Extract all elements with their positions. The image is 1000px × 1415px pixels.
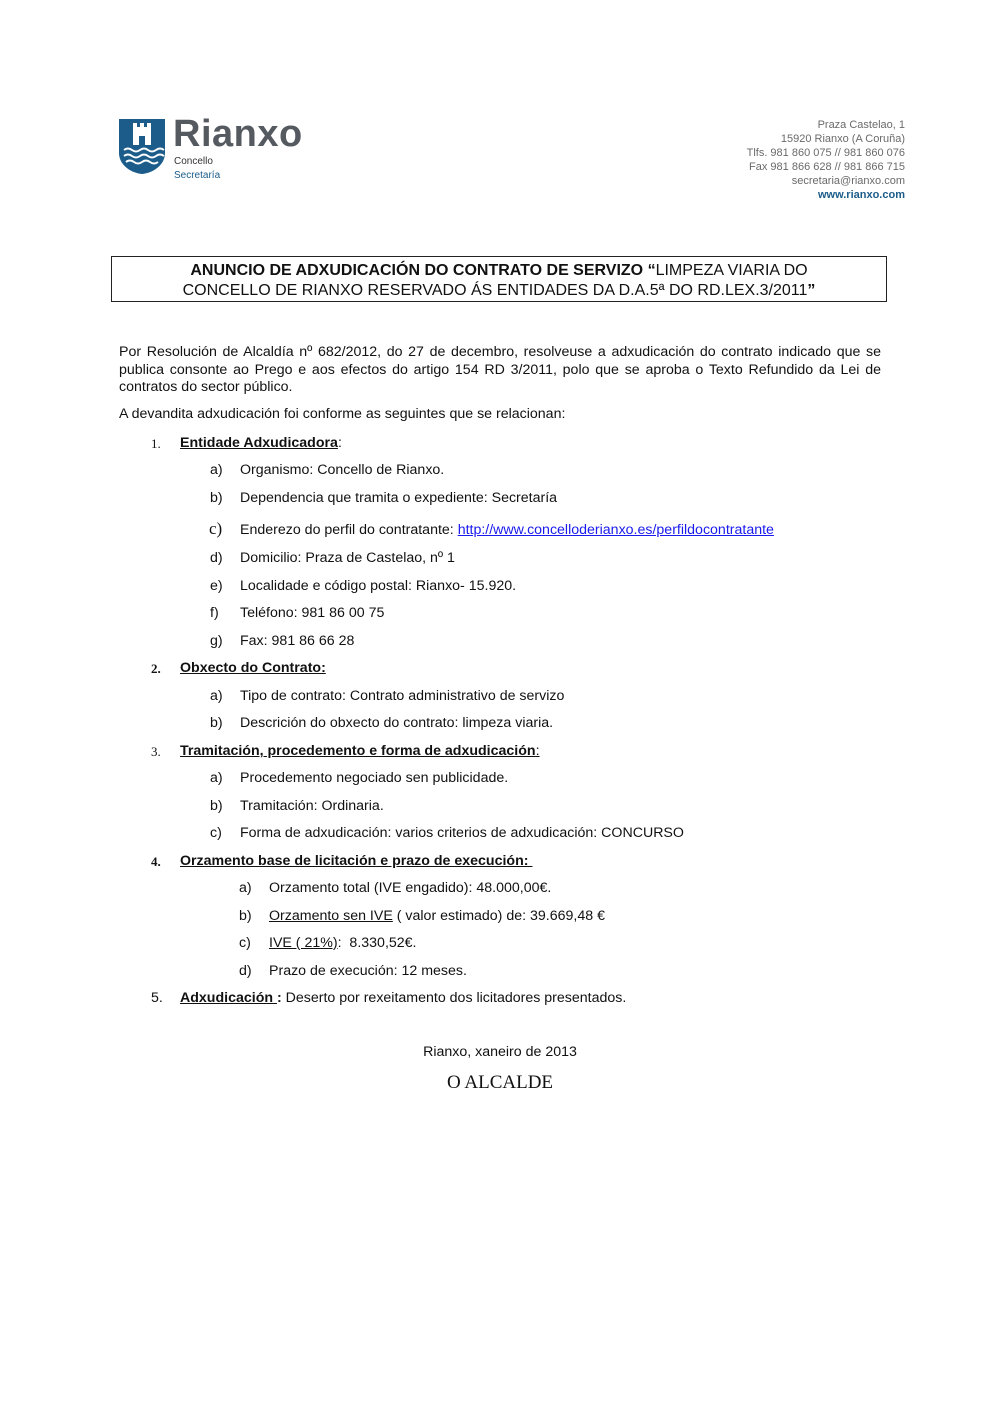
item-letter: b) bbox=[239, 908, 252, 924]
logo-secretaria-label: Secretaría bbox=[174, 170, 221, 181]
section-number: 1. bbox=[151, 436, 161, 451]
section-heading bbox=[180, 990, 626, 1006]
item-text bbox=[269, 935, 417, 951]
place-date: Rianxo, xaneiro de 2013 bbox=[423, 1044, 577, 1060]
item-text: Organismo: Concello de Rianxo. bbox=[240, 462, 445, 478]
item-letter: b) bbox=[210, 490, 223, 506]
item-text: Prazo de execución: 12 meses. bbox=[269, 963, 467, 979]
section-title: Adxudicación bbox=[180, 990, 277, 1006]
contact-address1: Praza Castelao, 1 bbox=[817, 119, 905, 131]
item-letter: b) bbox=[210, 715, 223, 731]
item-letter: a) bbox=[210, 770, 223, 786]
item-letter: b) bbox=[210, 798, 223, 814]
intro-paragraph-2: A devandita adxudicación foi conforme as seguintes que se relacionan: bbox=[119, 406, 566, 422]
title-line1: LIMPEZA VIARIA DO bbox=[655, 262, 808, 279]
title-close-quote: ” bbox=[807, 282, 816, 299]
title-bold: ANUNCIO DE ADXUDICACIÓN DO CONTRATO DE SERVIZO “ bbox=[190, 262, 656, 279]
item-text: Forma de adxudicación: varios criterios de adxudicación: CONCURSO bbox=[240, 825, 684, 841]
contact-email: secretaria@rianxo.com bbox=[791, 175, 905, 187]
contact-website: www.rianxo.com bbox=[817, 189, 905, 201]
document-title bbox=[111, 256, 887, 302]
section-number: 5. bbox=[151, 990, 163, 1006]
rianxo-shield-icon bbox=[119, 119, 165, 175]
item-text-underlined: IVE ( 21%) bbox=[269, 935, 338, 951]
section-heading bbox=[180, 435, 342, 451]
concello-logo bbox=[119, 113, 339, 189]
item-letter: g) bbox=[210, 633, 223, 649]
item-letter: f) bbox=[210, 605, 219, 621]
section-heading bbox=[180, 743, 540, 759]
section-number: 3. bbox=[151, 744, 161, 759]
logo-wordmark: Rianxo bbox=[173, 113, 303, 155]
item-letter: a) bbox=[210, 688, 223, 704]
section-title: Tramitación, procedemento e forma de adxudicación bbox=[180, 743, 536, 759]
section-suffix: : bbox=[337, 435, 342, 451]
item-text-label: Enderezo do perfil do contratante: bbox=[240, 522, 458, 538]
contact-address2: 15920 Rianxo (A Coruña) bbox=[780, 133, 905, 145]
item-text-rest: : 8.330,52€. bbox=[337, 935, 417, 951]
item-text: Teléfono: 981 86 00 75 bbox=[240, 605, 385, 621]
section-text: Deserto por rexeitamento dos licitadores presentados. bbox=[281, 990, 627, 1006]
item-letter: a) bbox=[239, 880, 252, 896]
item-text-rest: ( valor estimado) de: 39.669,48 € bbox=[392, 908, 605, 924]
intro-paragraph: Por Resolución de Alcaldía nº 682/2012, do 27 de decembro, resolveuse a adxudicación do contrato indicado que se publica consonte ao Prego e aos efectos do artigo 154 RD 3/2011, polo que se aproba o Texto Refundido da Lei de contratos do sector público. bbox=[119, 344, 881, 395]
logo-concello-label: Concello bbox=[174, 156, 213, 167]
item-letter: c) bbox=[239, 935, 251, 951]
item-text: Tipo de contrato: Contrato administrativo de servizo bbox=[240, 688, 565, 704]
section-title: Entidade Adxudicadora bbox=[180, 435, 338, 451]
item-letter: e) bbox=[210, 578, 223, 594]
section-title: Orzamento base de licitación e prazo de execución: bbox=[180, 853, 533, 869]
title-line2: CONCELLO DE RIANXO RESERVADO ÁS ENTIDADES DA D.A.5ª DO RD.LEX.3/2011 bbox=[182, 282, 808, 299]
item-text bbox=[240, 522, 774, 538]
section-suffix: : bbox=[535, 743, 540, 759]
item-letter: c) bbox=[209, 519, 223, 538]
contact-phones: Tlfs. 981 860 075 // 981 860 076 bbox=[746, 147, 905, 159]
item-text-underlined: Orzamento sen IVE bbox=[269, 908, 393, 924]
contact-fax: Fax 981 866 628 // 981 866 715 bbox=[749, 161, 905, 173]
item-letter: c) bbox=[210, 825, 222, 841]
item-letter: d) bbox=[210, 550, 223, 566]
item-text: Fax: 981 86 66 28 bbox=[240, 633, 355, 649]
item-text: Dependencia que tramita o expediente: Secretaría bbox=[240, 490, 558, 506]
item-letter: a) bbox=[210, 462, 223, 478]
item-text: Tramitación: Ordinaria. bbox=[240, 798, 384, 814]
item-text: Procedemento negociado sen publicidade. bbox=[240, 770, 509, 786]
item-text: Domicilio: Praza de Castelao, nº 1 bbox=[240, 550, 455, 566]
contact-block bbox=[747, 118, 905, 202]
section-number: 4. bbox=[151, 854, 161, 869]
perfil-contratante-link[interactable]: http://www.concelloderianxo.es/perfildocontratante bbox=[457, 522, 774, 538]
signature-title: O ALCALDE bbox=[446, 1072, 554, 1093]
item-text: Orzamento total (IVE engadido): 48.000,00€. bbox=[269, 880, 552, 896]
item-text: Descrición do obxecto do contrato: limpeza viaria. bbox=[240, 715, 554, 731]
item-text: Localidade e código postal: Rianxo- 15.920. bbox=[240, 578, 517, 594]
section-suffix: : bbox=[276, 990, 282, 1006]
item-text bbox=[269, 908, 605, 924]
item-letter: d) bbox=[239, 963, 252, 979]
section-number: 2. bbox=[151, 661, 161, 676]
section-title: Obxecto do Contrato: bbox=[180, 660, 326, 676]
